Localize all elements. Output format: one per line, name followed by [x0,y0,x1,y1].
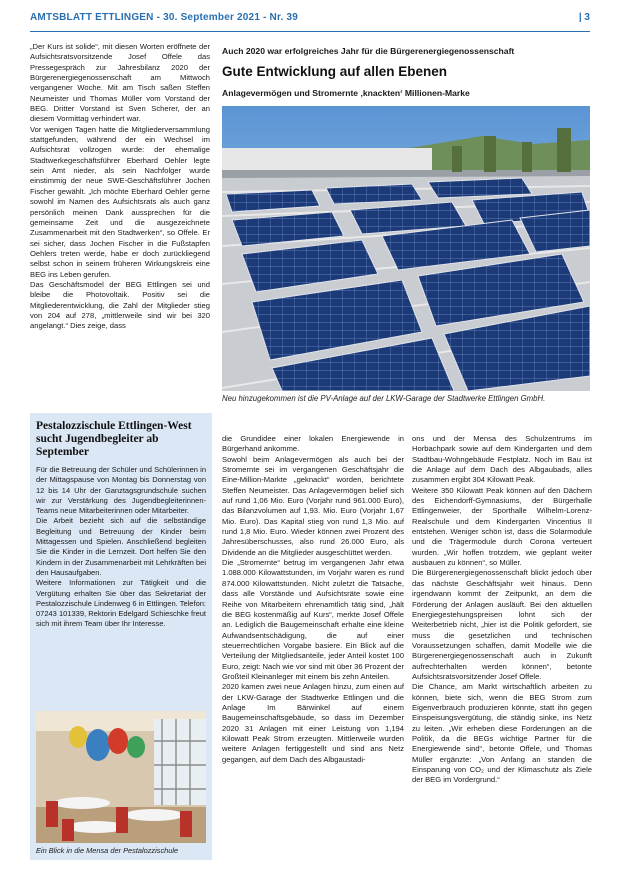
intro-paragraph: Vor wenigen Tagen hatte die Mitgliederversammlung stattgefunden, während der ein Wechsel im Aufsichtsrat vollzogen wurde: der ehemalige Stadtwerkegeschäftsführer Eberhard Oehler legte sein Amt nieder, als sein Nachfolger wurde einstimmig der neue SWE-Geschäftsführer Jochen Fischer gewählt. „Ich möchte Eberhard Oehler gerne sowohl im Namen des Aufsichtsrats als auch ganz persönlich meinen Dank aussprechen für die gemeinsame Zeit und die ausgezeichnete Zusammenarbeit mit den Stadtwerken“, so Offele. Er sei sicher, dass Jochen Fischer in die Fußstapfen Oehlers treten werde, habe er doch zurückliegend selbst schon in seinem früheren Wirkungskreis eine BEG ins Leben gerufen. [30,124,210,279]
mensa-caption: Ein Blick in die Mensa der Pestalozzischule [36,846,179,855]
article-paragraph: 2020 kamen zwei neue Anlagen hinzu, zum einen auf der LKW-Garage der Stadtwerke Ettlingen und die Anlage Im Bärwinkel auf einem Baugemeinschaftsgebäude, so dass im Dezember 2020 31 Anlagen mit einer Leistung von 1,194 Kilowatt Peak Strom erzeugten. Mittlerweile wurden weitere Anlagen fertiggestellt und sind ans Netz gegangen, auf dem Dach des Albgaustadi- [222,682,404,764]
article-column-middle [222,434,404,765]
intro-column [30,42,210,332]
solar-panel-illustration [222,106,590,391]
mensa-photo [36,711,206,843]
article-paragraph: Die „Stromernte“ betrug im vergangenen Jahr etwa 1.088.000 Kilowattstunden, im Vorjahr waren es rund 874.000 Kilowattstunden. Nicht zuletzt die Tatsache, dass alle Vorstände und Aufsichtsräte sowie eine Reihe von Mitarbeitern ehrenamtlich tätig sind, „hält die BEG kostenmäßig auf Kurs“, merkte Josef Offele an. Lediglich die Baugemeinschaft erhalte eine kleine Aufwandsentschädigung, die auf einer steuerrechtlichen Vorgabe basiere. Ein Blick auf die Verteilung der Mitgliedsanteile, jeder Anteil kostet 100 Euro, zeigt: Nach wie vor sind mit über 36 Prozent der Großteil Kleinanleger mit einem bis zehn Anteilen. [222,558,404,681]
article-paragraph: Die Chance, am Markt wirtschaftlich arbeiten zu können, biete sich, wenn die BEG Strom zum Eigenverbrauch produzieren könnte, statt ihn gegen Einspeisungsvergütung, die ständig sinke, ins Netz zu leiten. „Wir erheben diese Forderungen an die Politik, da die BEGs wichtige Partner für die Energiewende sind“, betonte Offele, und Thomas Müller ergänzte: „Von Anfang an standen die Einsparung von CO₂ und der Klimaschutz als Ziele der BEG im Vordergrund.“ [412,682,592,785]
article-column-right [412,434,592,786]
page-header [30,12,590,28]
school-notice-box [30,413,212,860]
article-subhead: Anlagevermögen und Stromernte ‚knackten‘ Millionen-Marke [222,88,470,98]
article-headline: Gute Entwicklung auf allen Ebenen [222,64,448,79]
article-kicker: Auch 2020 war erfolgreiches Jahr für die Bürgerenergiegenossenschaft [222,46,515,56]
notice-paragraph: Die Arbeit bezieht sich auf die selbständige Begleitung und Betreuung der Kinder beim Mittagessen und Spielen. Anschließend begleiten Sie die Kinder in die Lernzeit. Dort helfen Sie den Kindern in der Zusammenarbeit mit Lehrkräften bei den Hausaufgaben. [36,516,206,577]
article-paragraph: Sowohl beim Anlagevermögen als auch bei der Stromernte sei im vergangenen Geschäftsjahr die Eine-Million-Markte „geknackt“ worden, berichtete Steffen Neumeister. Das Anlagevermögen belief sich auf rund 1,06 Mio. Euro (Vorjahr rund 961.000 Euro), das Bilanzvolumen auf 1,93. Mio. Euro (Vorjahr 1,67 Mio. Euro). Das Kapital stieg von rund 1,3 Mio. auf rund 1,8 Mio. Euro. Wieder können zwei Prozent des Jahresüberschusses, also rund 26.000 Euro, als Dividende an die Mitglieder ausgeschüttet werden. [222,454,404,557]
page-number: | 3 [578,12,590,23]
solar-panel-photo [222,106,590,391]
intro-paragraph: Das Geschäftsmodel der BEG Ettlingen sei und bleibe die Photovoltaik. Positiv sei die Mitgliederentwicklung, die Zahl der Mitglieder stieg von 204 auf 278, „mittlerweile sind wir bei 320 angelangt.“ Dies zeige, dass [30,279,210,331]
header-divider [30,31,590,32]
article-paragraph: Die Bürgerenergiegenossenschaft blickt jedoch über das nächste Geschäftsjahr weit hinaus. Denn irgendwann kommt der Zeitpunkt, an dem die Förderung der Anlagen ausläuft. Bei den aktuellen Energiegestehungspreisen lohnt sich der Weiterbetrieb nicht, „hier ist die Politik gefordert, sie muss die gesetzlichen und technischen Voraussetzungen schaffen, damit Modelle wie die Bürgerenergiegenossenschaft auch in Zukunft aufrechterhalten werden können“, betonte Aufsichtsratsvorsitzender Josef Offele. [412,568,592,681]
notice-paragraph: Für die Betreuung der Schüler und Schülerinnen in der Mittagspause von Montag bis Donnerstag von 12 bis 14 Uhr der Ganztagsgrundschule suchen wir zur Verstärkung des Jugendbegleiterinnen-Teams neue Mitarbeiterinnen oder Mitarbeiter. [36,465,206,516]
article-paragraph: ons und der Mensa des Schulzentrums im Horbachpark sowie auf dem Kindergarten und dem Stadtbau-Wohngebäude Festplatz. Noch im Bau ist die Anlage auf dem Dach des Albgaubads, alles zusammen ergibt 304 Kilowatt Peak. [412,434,592,485]
publication-title: AMTSBLATT ETTLINGEN - 30. September 2021 - Nr. 39 [30,12,299,23]
notice-paragraph: Weitere Informationen zur Tätigkeit und die Vergütung erhalten Sie über das Sekretariat der Pestalozzischule Lindenweg 6 in Ettlingen. Telefon: 07243 101339, Rektorin Edelgard Schieschke freut sich mit ihrem Team über Ihr Interesse. [36,578,206,629]
article-paragraph: Weitere 350 Kilowatt Peak können auf den Dächern des Eichendorff-Gymnasiums, der Bürgerhalle Ettlingenweier, der Sporthalle Wilhelm-Lorenz-Realschule und dem Kindergarten Vincentius II entstehen. Weniger schön ist, dass die Solarmodule und die Trägermodule durch Corona verteuert wurden. „Wir hoffen trotzdem, wie geplant weiter ausbauen zu können“, so Müller. [412,485,592,568]
intro-paragraph: „Der Kurs ist solide“, mit diesen Worten eröffnete der Aufsichtsratsvorsitzende Josef Offele das Pressegespräch zur Jahresbilanz 2020 der Bürgerenergiegenossenschaft am Mittwoch vergangener Woche. Mit am Tisch saßen Steffen Neumeister und Thomas Müller vom Vorstand der BEG. Dritter Vorstand ist Sven Scherer, der an diesem Vormittag verhindert war. [30,42,210,124]
cafeteria-illustration [36,711,206,843]
photo-caption: Neu hinzugekommen ist die PV-Anlage auf der LKW-Garage der Stadtwerke Ettlingen GmbH. [222,394,546,403]
notice-title: Pestalozzischule Ettlingen-West sucht Jugendbegleiter ab September [36,420,192,458]
article-paragraph: die Grundidee einer lokalen Energiewende in Bürgerhand ankomme. [222,434,404,454]
notice-body [36,465,206,630]
